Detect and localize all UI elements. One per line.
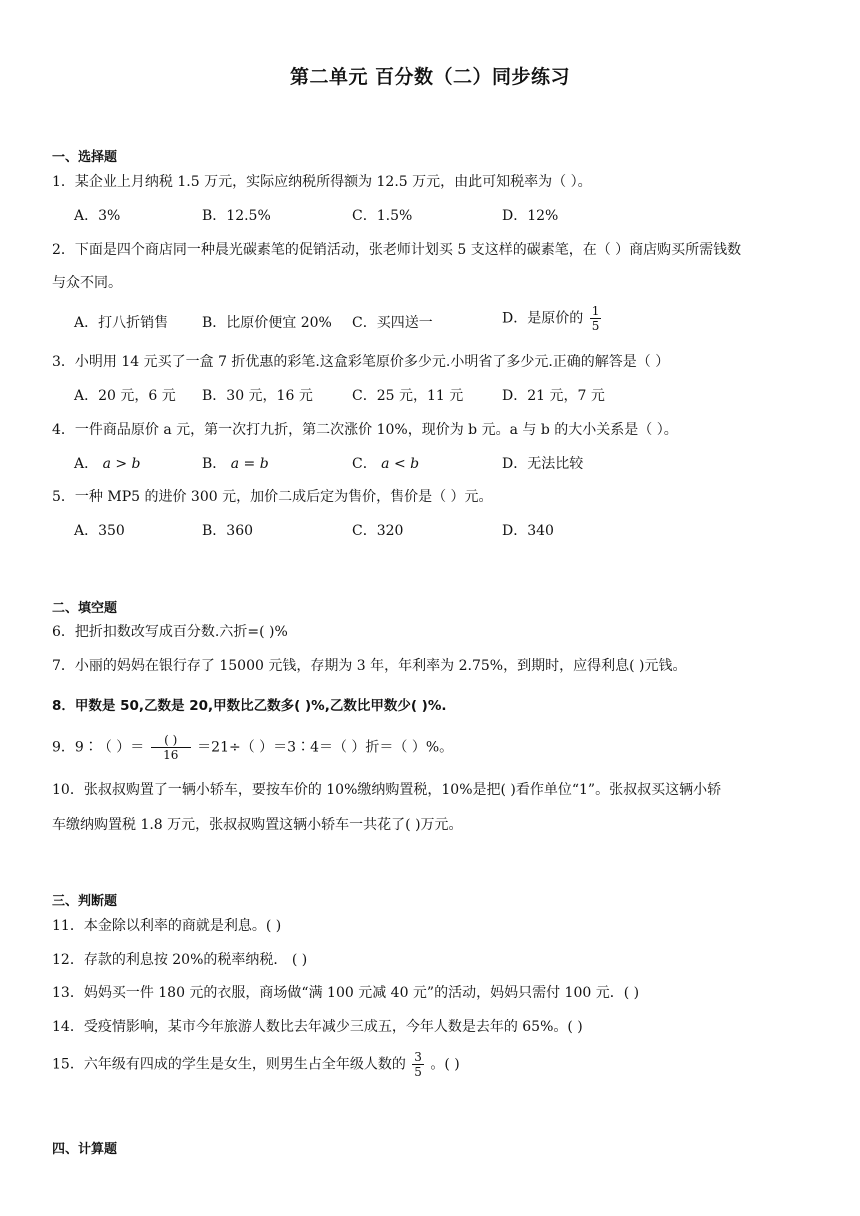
q3-option-c: C．25 元，11 元 bbox=[352, 388, 464, 404]
q3-option-d: D．21 元，7 元 bbox=[502, 388, 605, 404]
q2-option-d-label: D．是原价的 bbox=[502, 310, 584, 327]
q15-text: 15．六年级有四成的学生是女生，则男生占全年级人数的 bbox=[52, 1056, 406, 1073]
q5-option-c: C．320 bbox=[352, 523, 404, 539]
question-2-line-2: 与众不同。 bbox=[52, 275, 122, 291]
section-heading-fill-blank: 二、填空题 bbox=[52, 601, 118, 616]
section-heading-choice: 一、选择题 bbox=[52, 150, 118, 165]
q1-option-d: D．12% bbox=[502, 208, 559, 224]
question-14: 14．受疫情影响，某市今年旅游人数比去年减少三成五，今年人数是去年的 65%。( ) bbox=[52, 1019, 583, 1035]
q1-option-b: B．12.5% bbox=[202, 208, 271, 224]
q2-option-b: B．比原价便宜 20% bbox=[202, 315, 332, 331]
question-1: 1．某企业上月纳税 1.5 万元，实际应纳税所得额为 12.5 万元，由此可知税率为（ ）。 bbox=[52, 174, 592, 190]
q2-fraction-denominator: 5 bbox=[591, 319, 600, 333]
q4-option-c bbox=[352, 454, 419, 474]
q5-option-a: A．350 bbox=[74, 523, 125, 539]
q1-option-a: A．3% bbox=[74, 208, 121, 224]
q4-option-d: D．无法比较 bbox=[502, 456, 584, 472]
question-4: 4．一件商品原价 a 元，第一次打九折，第二次涨价 10%，现价为 b 元。a 与 b 的大小关系是（ ）。 bbox=[52, 422, 678, 438]
question-15 bbox=[52, 1050, 460, 1079]
question-3: 3．小明用 14 元买了一盒 7 折优惠的彩笔.这盒彩笔原价多少元.小明省了多少元.正确的解答是（ ） bbox=[52, 354, 670, 370]
question-12: 12．存款的利息按 20%的税率纳税． ( ) bbox=[52, 952, 308, 968]
q4-option-b bbox=[202, 454, 269, 474]
q9-fraction-numerator: ( ) bbox=[151, 733, 191, 748]
q2-option-a: A．打八折销售 bbox=[74, 315, 169, 331]
question-2-line-1: 2．下面是四个商店同一种晨光碳素笔的促销活动，张老师计划买 5 支这样的碳素笔，在（ ）商店购买所需钱数 bbox=[52, 242, 742, 258]
question-11: 11．本金除以利率的商就是利息。( ) bbox=[52, 918, 282, 934]
page-title: 第二单元 百分数（二）同步练习 bbox=[289, 66, 571, 88]
q9-left: 9．9∶（ ）＝ bbox=[52, 739, 145, 756]
question-9 bbox=[52, 733, 453, 762]
question-8: 8．甲数是 50,乙数是 20,甲数比乙数多( )%,乙数比甲数少( )%. bbox=[52, 698, 447, 714]
q1-option-c: C．1.5% bbox=[352, 208, 413, 224]
q4-option-a bbox=[74, 454, 141, 474]
question-5: 5．一种 MP5 的进价 300 元，加价二成后定为售价，售价是（ ）元。 bbox=[52, 489, 493, 505]
question-13: 13．妈妈买一件 180 元的衣服，商场做“满 100 元减 40 元”的活动，妈妈只需付 100 元．( ) bbox=[52, 985, 640, 1001]
q9-fraction-denominator: 16 bbox=[163, 748, 179, 762]
question-10-line-2: 车缴纳购置税 1.8 万元，张叔叔购置这辆小轿车一共花了( )万元。 bbox=[52, 817, 463, 833]
question-10-line-1: 10．张叔叔购置了一辆小轿车，要按车价的 10%缴纳购置税，10%是把( )看作单位“1”。张叔叔买这辆小轿 bbox=[52, 782, 722, 798]
q4-option-a-label: A． bbox=[74, 456, 99, 472]
q2-option-d bbox=[502, 304, 603, 333]
q4-option-c-math: a < b bbox=[381, 456, 420, 472]
section-heading-true-false: 三、判断题 bbox=[52, 894, 118, 909]
q2-fraction-numerator: 1 bbox=[591, 304, 600, 318]
question-6: 6．把折扣数改写成百分数.六折=( )% bbox=[52, 624, 288, 640]
q4-option-a-math: a > b bbox=[102, 456, 141, 472]
q4-option-c-label: C． bbox=[352, 456, 377, 472]
section-heading-calculation: 四、计算题 bbox=[52, 1142, 118, 1157]
q15-fraction bbox=[412, 1050, 424, 1079]
q15-fraction-numerator: 3 bbox=[414, 1050, 422, 1064]
q3-option-b: B．30 元，16 元 bbox=[202, 388, 313, 404]
q5-option-b: B．360 bbox=[202, 523, 254, 539]
q5-option-d: D．340 bbox=[502, 523, 554, 539]
q3-option-a: A．20 元，6 元 bbox=[74, 388, 176, 404]
q4-option-b-math: a = b bbox=[230, 456, 269, 472]
q4-option-b-label: B． bbox=[202, 456, 227, 472]
q9-right: ＝21÷（ ）＝3∶4＝（ ）折＝（ ）%。 bbox=[197, 739, 454, 756]
q15-fraction-denominator: 5 bbox=[414, 1065, 422, 1079]
q15-after: 。( ) bbox=[430, 1056, 460, 1073]
question-7: 7．小丽的妈妈在银行存了 15000 元钱，存期为 3 年，年利率为 2.75%，到期时，应得利息( )元钱。 bbox=[52, 658, 687, 674]
q9-fraction bbox=[151, 733, 191, 762]
q2-option-c: C．买四送一 bbox=[352, 315, 433, 331]
q2-fraction bbox=[590, 304, 602, 333]
